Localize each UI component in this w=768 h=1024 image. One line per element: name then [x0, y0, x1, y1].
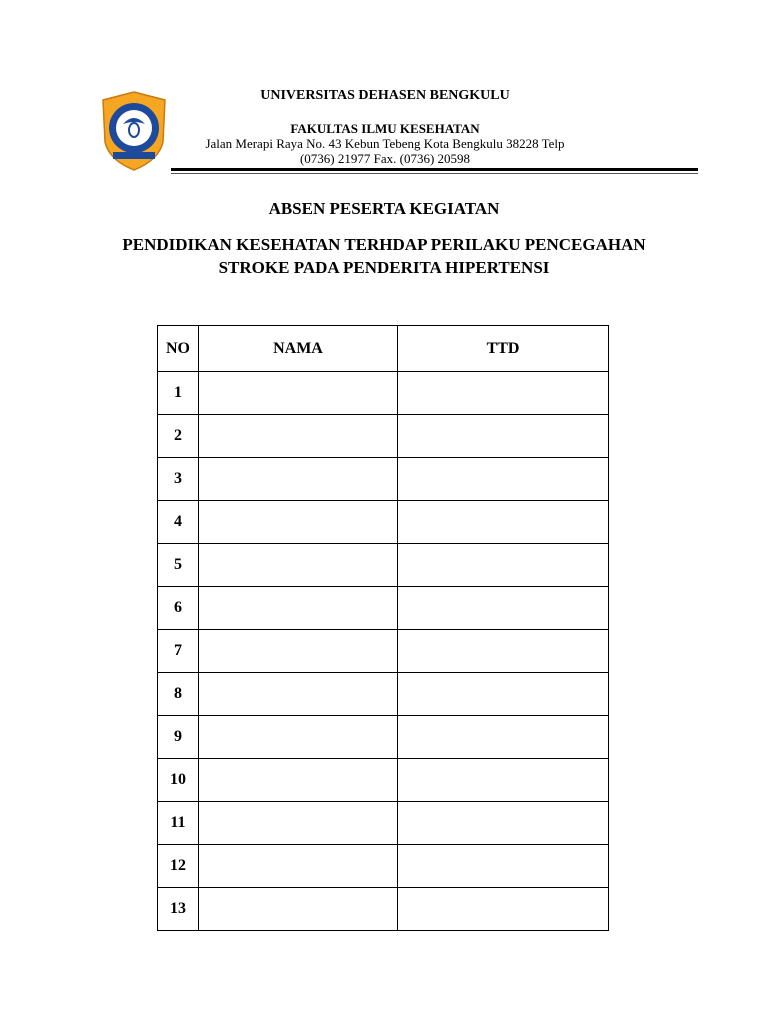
row-number: 6: [158, 587, 199, 630]
university-name: UNIVERSITAS DEHASEN BENGKULU: [260, 88, 510, 103]
ttd-cell[interactable]: [398, 759, 609, 802]
row-number: 3: [158, 458, 199, 501]
ttd-cell[interactable]: [398, 630, 609, 673]
row-number: 7: [158, 630, 199, 673]
letterhead-divider-thin: [171, 173, 698, 174]
row-number: 10: [158, 759, 199, 802]
address-line-2: (0736) 21977 Fax. (0736) 20598: [299, 151, 471, 166]
header-no: NO: [158, 326, 199, 372]
table-row: [158, 759, 609, 802]
table-body: [158, 372, 609, 931]
table-row: [158, 802, 609, 845]
table-row: [158, 888, 609, 931]
row-number: 1: [158, 372, 199, 415]
row-number: 8: [158, 673, 199, 716]
row-number: 12: [158, 845, 199, 888]
ttd-cell[interactable]: [398, 716, 609, 759]
faculty-name: FAKULTAS ILMU KESEHATAN: [290, 121, 480, 136]
ttd-cell[interactable]: [398, 845, 609, 888]
nama-cell[interactable]: [198, 501, 397, 544]
ttd-cell[interactable]: [398, 888, 609, 931]
table-row: [158, 544, 609, 587]
nama-cell[interactable]: [198, 544, 397, 587]
nama-cell[interactable]: [198, 716, 397, 759]
table-row: [158, 587, 609, 630]
table-header-row: [158, 326, 609, 372]
row-number: 4: [158, 501, 199, 544]
ttd-cell[interactable]: [398, 587, 609, 630]
ttd-cell[interactable]: [398, 673, 609, 716]
row-number: 13: [158, 888, 199, 931]
nama-cell[interactable]: [198, 372, 397, 415]
nama-cell[interactable]: [198, 759, 397, 802]
nama-cell[interactable]: [198, 415, 397, 458]
nama-cell[interactable]: [198, 888, 397, 931]
address: [175, 136, 595, 166]
ttd-cell[interactable]: [398, 802, 609, 845]
ttd-cell[interactable]: [398, 372, 609, 415]
ttd-cell[interactable]: [398, 544, 609, 587]
table-row: [158, 630, 609, 673]
address-line-1: Jalan Merapi Raya No. 43 Kebun Tebeng Kota Bengkulu 38228 Telp: [205, 136, 565, 151]
nama-cell[interactable]: [198, 845, 397, 888]
document-subtitle: [0, 233, 768, 279]
document-title: ABSEN PESERTA KEGIATAN: [268, 199, 500, 218]
nama-cell[interactable]: [198, 458, 397, 501]
subtitle-line-2: STROKE PADA PENDERITA HIPERTENSI: [218, 258, 550, 277]
table-row: [158, 673, 609, 716]
row-number: 5: [158, 544, 199, 587]
table-row: [158, 458, 609, 501]
row-number: 9: [158, 716, 199, 759]
letterhead-divider: [171, 168, 698, 171]
ttd-cell[interactable]: [398, 501, 609, 544]
nama-cell[interactable]: [198, 673, 397, 716]
header-ttd: TTD: [398, 326, 609, 372]
header-nama: NAMA: [198, 326, 397, 372]
attendance-table: [157, 325, 609, 931]
subtitle-line-1: PENDIDIKAN KESEHATAN TERHDAP PERILAKU PENCEGAHAN: [122, 235, 646, 254]
table-row: [158, 415, 609, 458]
row-number: 2: [158, 415, 199, 458]
table-row: [158, 845, 609, 888]
table-row: [158, 501, 609, 544]
nama-cell[interactable]: [198, 587, 397, 630]
table-row: [158, 372, 609, 415]
table-row: [158, 716, 609, 759]
ttd-cell[interactable]: [398, 415, 609, 458]
nama-cell[interactable]: [198, 802, 397, 845]
nama-cell[interactable]: [198, 630, 397, 673]
ttd-cell[interactable]: [398, 458, 609, 501]
university-logo: [99, 90, 169, 172]
row-number: 11: [158, 802, 199, 845]
